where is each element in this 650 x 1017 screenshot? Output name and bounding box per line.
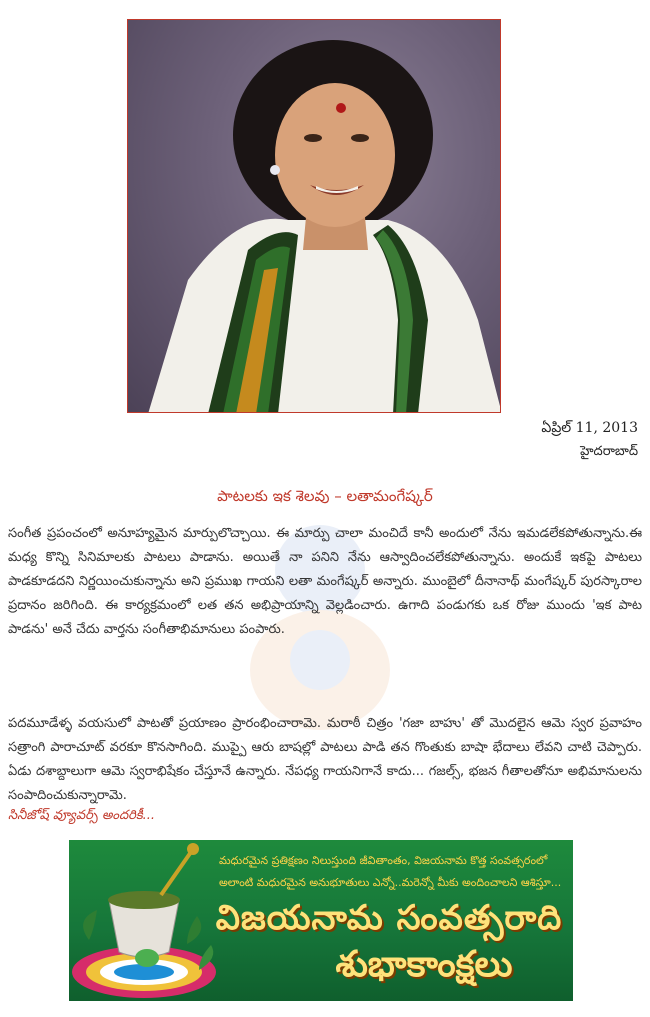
article-date: ఏప్రిల్ 11, 2013	[541, 420, 638, 436]
article-headline: పాటలకు ఇక శెలవు – లతామంగేష్కర్	[217, 487, 433, 505]
article-photo	[127, 19, 501, 413]
greeting-text: సినీజోష్ వ్యూవర్స్ అందరికీ...	[8, 808, 156, 823]
banner-title-1: విజయనామ సంవత్సరాది	[215, 898, 563, 938]
banner-title-2: శుభాకాంక్షలు	[335, 944, 513, 985]
article-paragraph-2: పదమూడేళ్ళ వయసులో పాటతో ప్రయాణం ప్రారంభించారామె. మరాఠీ చిత్రం 'గజా బాహు' తో మొదలైన ఆమె స్వర ప్రవాహం సత్రాంగి పారాచూట్ వరకూ కొనసాగింది. ముప్పై ఆరు బాషల్లో పాటలు పాడి తన గొంతుకు బాషా భేదాలు లేవని చాటి చెప్పారు. ఏడు దశాబ్దాలుగా ఆమె స్వరాభిషేకం చేస్తూనే ఉన్నారు. నేపధ్య గాయనిగానే కాదు... గజల్స్, భజన గీతాలతోనూ అభిమానులను సంపాదించుకున్నారామె.	[8, 716, 642, 803]
banner-line-1: మధురమైన ప్రతిక్షణం నిలుస్తుంది జీవితాంతం, విజయనామ కొత్త సంవత్సరంలో	[219, 854, 548, 867]
banner-line-2: అలాంటి మధురమైన అనుభూతులు ఎన్నో..మరెన్నో మీకు అందించాలని ఆశిస్తూ...	[219, 876, 562, 889]
article-paragraph-1: సంగీత ప్రపంచంలో అనూహ్యమైన మార్పులొచ్చాయి. ఈ మార్పు చాలా మంచిదే కానీ అందులో నేను ఇమడలేకపోతున్నాను.ఈ మధ్య కొన్ని సినిమాలకు పాటలు పాడాను. అయితే నా పనిని నేను ఆస్వాదించలేకపోతున్నాను. అందుకే ఇకపై పాటలు పాడకూడదని నిర్ణయించుకున్నాను అని ప్రముఖ గాయని లతా మంగేష్కర్ అన్నారు. ముంబైలో దీనానాథ్ మంగేష్కర్ పురస్కారాల ప్రదానం జరిగింది. ఈ కార్యక్రమంలో లత తన అభిప్రాయాన్ని వెల్లడించారు. ఉగాది పండుగకు ఒక రోజు ముందు 'ఇక పాట పాడను' అనే చేదు వార్తను సంగీతాభిమానులు పంపారు.	[8, 526, 642, 637]
ugadi-banner	[69, 840, 573, 1001]
article-place: హైదరాబాద్	[580, 444, 638, 459]
